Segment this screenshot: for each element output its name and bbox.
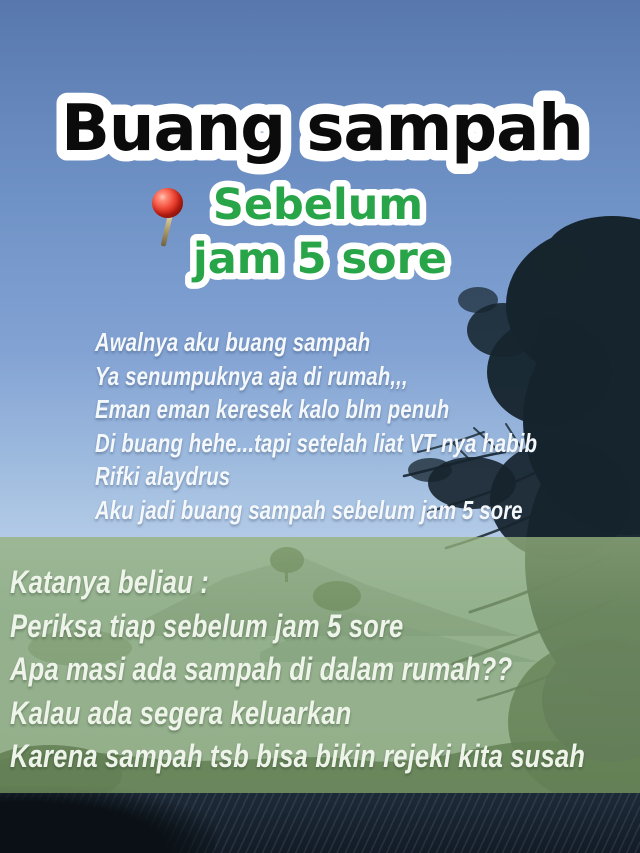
quote-line: Katanya beliau : (10, 564, 209, 600)
pushpin-head (152, 188, 183, 218)
title-text: Buang sampah (61, 92, 583, 166)
headline-stickers (0, 0, 640, 310)
quote-line: Kalau ada segera keluarkan (10, 694, 352, 731)
corner-foliage (0, 786, 215, 853)
story-line: Ya senumpuknya aja di rumah,,, (95, 360, 408, 391)
story-line: Aku jadi buang sampah sebelum jam 5 sore (95, 494, 523, 525)
subtitle-line-1: Sebelum (212, 180, 424, 230)
subtitle-line-2: jam 5 sore (193, 234, 447, 284)
story-line: Eman eman keresek kalo blm penuh (95, 394, 450, 425)
quote-text-block (10, 561, 585, 779)
quote-line: Periksa tiap sebelum jam 5 sore (10, 607, 404, 644)
story-line: Di buang hehe...tapi setelah liat VT nya habib (95, 427, 538, 458)
story-line: Rifki alaydrus (95, 461, 231, 492)
quote-line: Apa masi ada sampah di dalam rumah?? (10, 651, 513, 687)
quote-line: Karena sampah tsb bisa bikin rejeki kita susah (10, 738, 586, 774)
story-text-block (95, 326, 537, 528)
story-line: Awalnya aku buang sampah (95, 327, 371, 357)
